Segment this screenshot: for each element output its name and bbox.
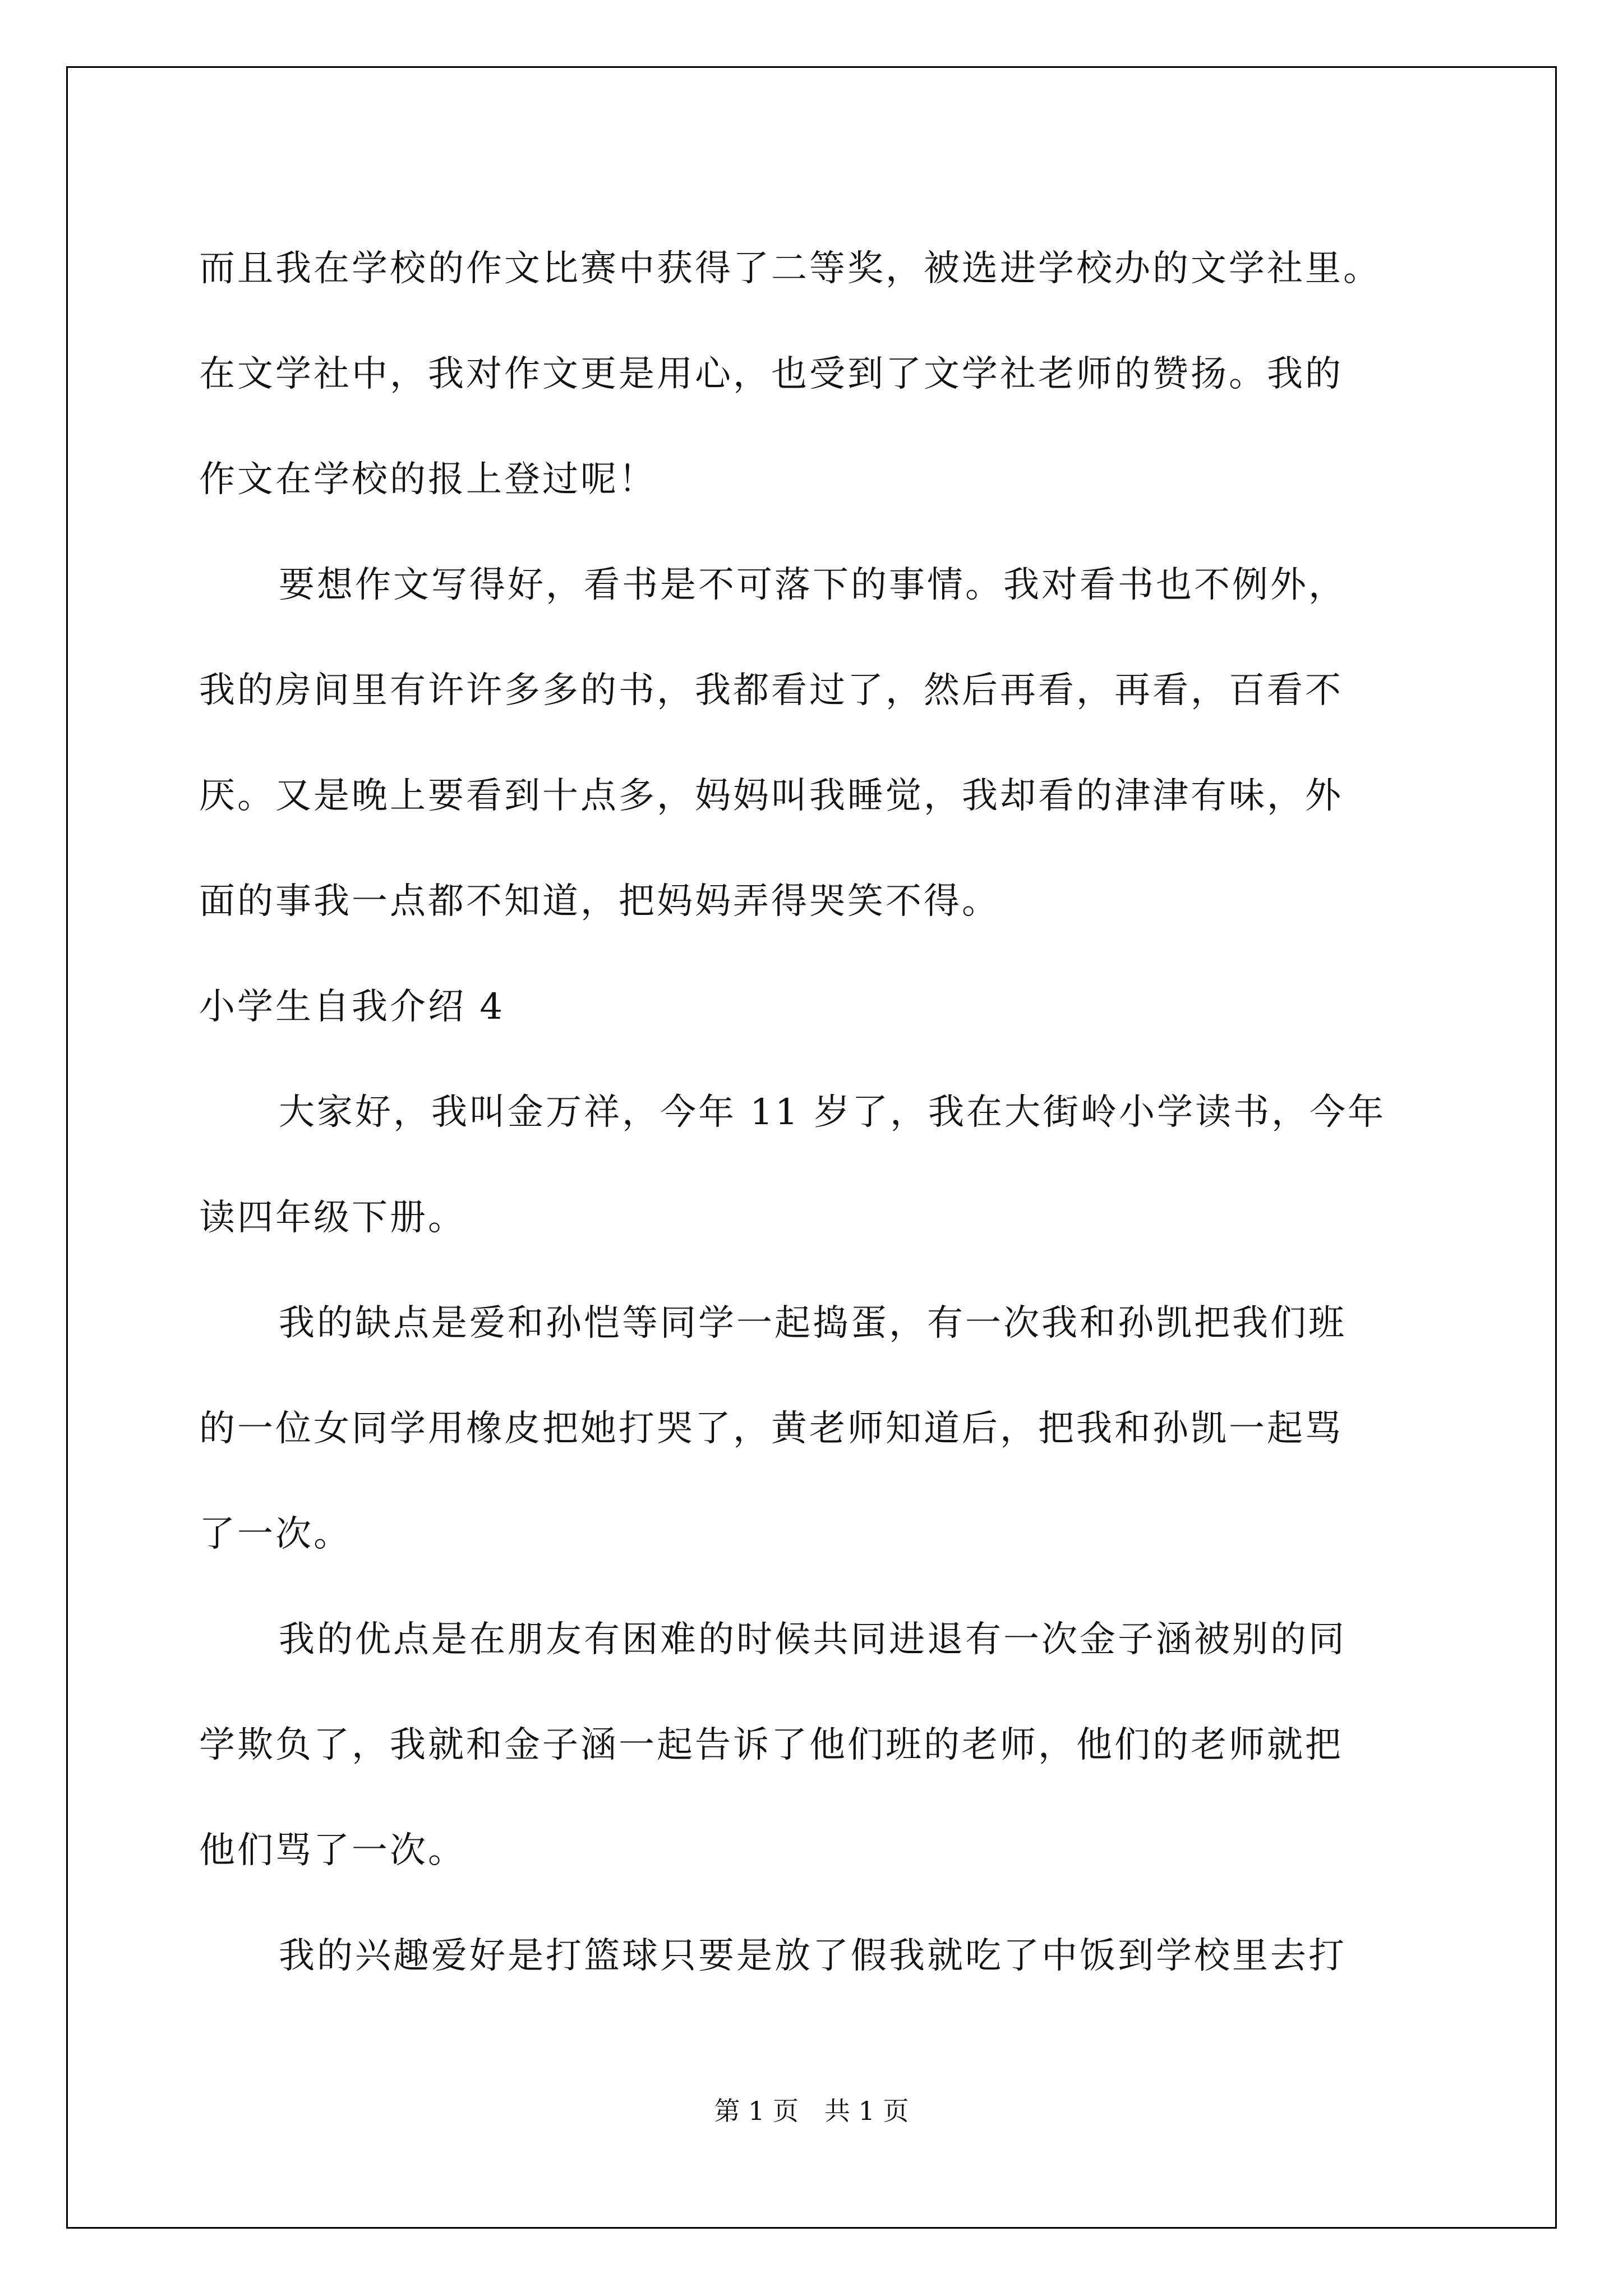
text-line: 我的缺点是爱和孙恺等同学一起捣蛋，有一次我和孙凯把我们班	[279, 1303, 1347, 1344]
text-line: 我的优点是在朋友有困难的时候共同进退有一次金子涵被别的同	[279, 1619, 1347, 1660]
text-line: 作文在学校的报上登过呢！	[199, 459, 657, 500]
text-line: 大家好，我叫金万祥，今年 11 岁了，我在大街岭小学读书，今年	[279, 1092, 1386, 1133]
text-line: 要想作文写得好，看书是不可落下的事情。我对看书也不例外，	[279, 564, 1347, 606]
document-body	[199, 216, 1436, 2009]
text-line: 厌。又是晚上要看到十点多，妈妈叫我睡觉，我却看的津津有味，外	[199, 775, 1343, 817]
text-line: 他们骂了一次。	[199, 1830, 466, 1871]
text-line: 面的事我一点都不知道，把妈妈弄得哭笑不得。	[199, 881, 1000, 922]
text-line: 而且我在学校的作文比赛中获得了二等奖，被选进学校办的文学社里。	[199, 248, 1381, 289]
text-line: 的一位女同学用橡皮把她打哭了，黄老师知道后，把我和孙凯一起骂	[199, 1408, 1343, 1450]
text-line: 学欺负了，我就和金子涵一起告诉了他们班的老师，他们的老师就把	[199, 1724, 1343, 1766]
section-heading: 小学生自我介绍 4	[199, 986, 505, 1028]
text-line: 我的兴趣爱好是打篮球只要是放了假我就吃了中饭到学校里去打	[279, 1935, 1347, 1977]
text-line: 了一次。	[199, 1513, 352, 1555]
text-line: 我的房间里有许许多多的书，我都看过了，然后再看，再看，百看不	[199, 670, 1343, 711]
page-footer: 第 1 页 共 1 页	[714, 2096, 909, 2126]
text-line: 读四年级下册。	[199, 1197, 466, 1239]
text-line: 在文学社中，我对作文更是用心，也受到了文学社老师的赞扬。我的	[199, 353, 1343, 395]
